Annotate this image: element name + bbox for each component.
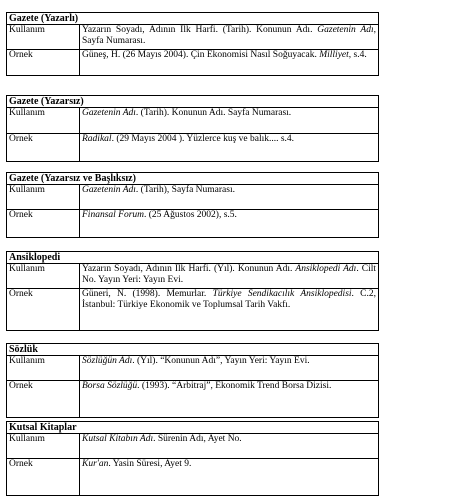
- italic-text: Kur'an: [82, 459, 109, 469]
- plain-text: , s.4.: [348, 50, 367, 60]
- table-row: [7, 134, 378, 161]
- plain-text: . C.2, İstanbul: Türkiye Ekonomik ve Toplumsal Tarih Vakfı.: [82, 289, 376, 310]
- row-label: Örnek: [7, 210, 80, 237]
- row-label: Örnek: [7, 381, 80, 417]
- table-title: Kutsal Kitaplar: [7, 422, 378, 434]
- plain-text: . (Tarih), Sayfa Numarası.: [135, 185, 235, 195]
- citation-table: [6, 343, 379, 418]
- table-title: Gazete (Yazarsız): [7, 96, 378, 108]
- table-title: Gazete (Yazarlı): [7, 13, 378, 25]
- row-value: [80, 434, 378, 458]
- plain-text: . (29 Mayıs 2004 ). Yüzlerce kuş ve balık.... s.4.: [111, 134, 295, 144]
- row-value: [80, 185, 378, 209]
- citation-table: [6, 421, 379, 496]
- table-row: [7, 289, 378, 330]
- row-label: Kullanım: [7, 264, 80, 288]
- table-row: [7, 381, 378, 417]
- table-row: [7, 459, 378, 495]
- row-value: [80, 134, 378, 161]
- plain-text: . (1993). “Arbitraj”, Ekonomik Trend Borsa Dizisi.: [137, 381, 332, 391]
- citation-table: [6, 251, 379, 331]
- italic-text: Kutsal Kitabın Adı: [82, 434, 154, 444]
- row-label: Örnek: [7, 50, 80, 75]
- row-value: [80, 108, 378, 133]
- row-label: Kullanım: [7, 356, 80, 380]
- citation-table: [6, 172, 379, 238]
- row-value: [80, 210, 378, 237]
- italic-text: Gazetenin Adı: [82, 108, 136, 118]
- plain-text: . Sürenin Adı, Ayet No.: [153, 434, 242, 444]
- plain-text: Güneri, N. (1998). Memurlar.: [82, 289, 213, 299]
- row-label: Kullanım: [7, 108, 80, 133]
- table-row: [7, 434, 378, 459]
- citation-table: [6, 95, 379, 162]
- row-value: [80, 381, 378, 417]
- table-title: Ansiklopedi: [7, 252, 378, 264]
- italic-text: Radikal: [82, 134, 112, 144]
- plain-text: . (Yıl). “Konunun Adı”, Yayın Yeri: Yayın Evi.: [132, 356, 310, 366]
- row-label: Kullanım: [7, 25, 80, 49]
- row-value: [80, 25, 378, 49]
- italic-text: Gazetenin Adı: [82, 185, 136, 195]
- italic-text: Sözlüğün Adı: [82, 356, 133, 366]
- table-row: [7, 185, 378, 210]
- table-row: [7, 264, 378, 289]
- table-row: [7, 50, 378, 75]
- citation-table: [6, 12, 379, 76]
- plain-text: . (Tarih). Konunun Adı. Sayfa Numarası.: [135, 108, 292, 118]
- plain-text: Yazarın Soyadı, Adının İlk Harfi. (Yıl). Konunun Adı.: [82, 264, 296, 274]
- row-value: [80, 50, 378, 75]
- italic-text: Türkiye Sendikacılık Ansiklopedisi: [212, 289, 352, 299]
- plain-text: . Cilt No. Yayın Yeri: Yayın Evi.: [82, 264, 376, 285]
- plain-text: Yazarın Soyadı, Adının İlk Harfi. (Tarih). Konunun Adı.: [82, 25, 318, 35]
- row-label: Örnek: [7, 459, 80, 495]
- table-row: [7, 25, 378, 50]
- italic-text: Finansal Forum: [82, 210, 145, 220]
- italic-text: Milliyet: [319, 50, 349, 60]
- italic-text: Ansiklopedi Adı: [295, 264, 357, 274]
- italic-text: Gazetenin Adı: [317, 25, 374, 35]
- row-label: Örnek: [7, 289, 80, 330]
- row-value: [80, 356, 378, 380]
- row-label: Kullanım: [7, 434, 80, 458]
- plain-text: , Sayfa Numarası.: [82, 25, 376, 46]
- table-row: [7, 356, 378, 381]
- row-value: [80, 289, 378, 330]
- row-value: [80, 264, 378, 288]
- table-title: Gazete (Yazarsız ve Başlıksız): [7, 173, 378, 185]
- italic-text: Borsa Sözlüğü: [82, 381, 138, 391]
- row-value: [80, 459, 378, 495]
- row-label: Örnek: [7, 134, 80, 161]
- plain-text: . Yasin Süresi, Ayet 9.: [108, 459, 192, 469]
- plain-text: Güneş, H. (26 Mayıs 2004). Çin Ekonomisi Nasıl Soğuyacak.: [82, 50, 320, 60]
- table-row: [7, 210, 378, 237]
- row-label: Kullanım: [7, 185, 80, 209]
- table-title: Sözlük: [7, 344, 378, 356]
- table-row: [7, 108, 378, 134]
- plain-text: . (25 Ağustos 2002), s.5.: [144, 210, 237, 220]
